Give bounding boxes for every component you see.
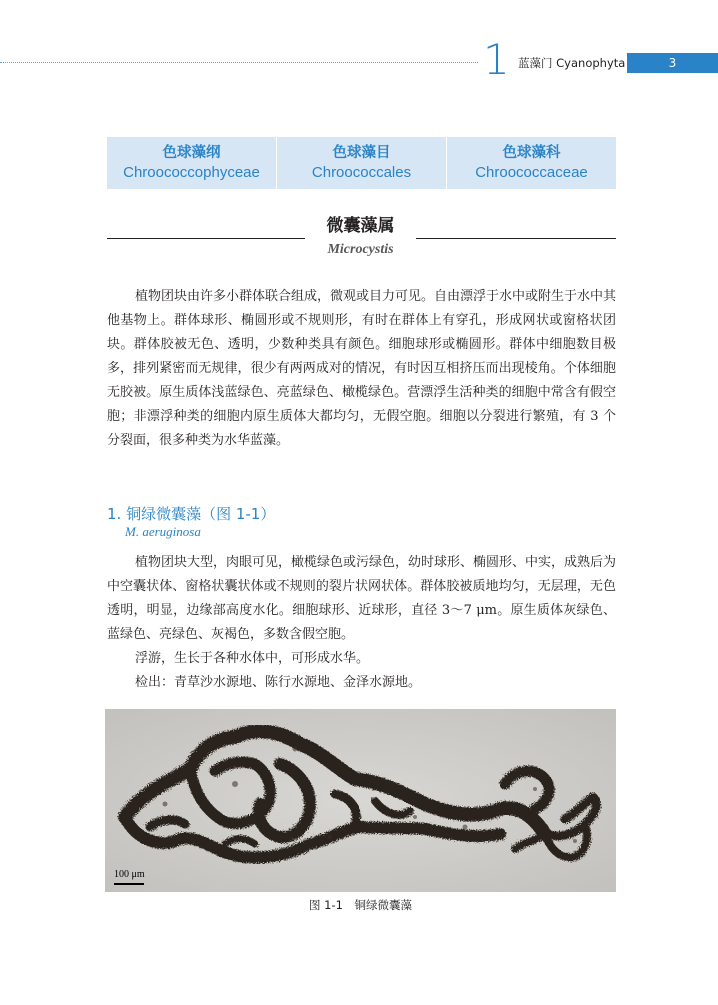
- taxonomy-order-cn: 色球藻目: [332, 145, 391, 161]
- figure-caption: 图 1-1 铜绿微囊藻: [309, 898, 412, 912]
- genus-rule-right: [416, 238, 616, 239]
- chapter-number: 1: [483, 35, 510, 84]
- species-locations: 检出：青草沙水源地、陈行水源地、金泽水源地。: [135, 675, 422, 690]
- colony-micrograph: [105, 709, 616, 892]
- genus-title: 微囊藻属: [326, 216, 395, 236]
- scale-bar-label: 100 μm: [114, 869, 145, 880]
- chapter-title: 蓝藻门 Cyanophyta: [518, 56, 626, 70]
- taxonomy-class-en: Chroococcophyceae: [123, 164, 260, 181]
- micrograph-figure: [105, 709, 616, 892]
- scale-bar: [114, 883, 144, 885]
- species-heading: 1. 铜绿微囊藻（图 1-1）: [107, 505, 276, 523]
- taxonomy-class-cn: 色球藻纲: [162, 145, 221, 161]
- taxonomy-order: [277, 137, 447, 189]
- taxonomy-class: [107, 137, 277, 189]
- taxonomy-table: [107, 137, 616, 189]
- header-dotted-rule: [0, 62, 478, 63]
- taxonomy-family-cn: 色球藻科: [502, 145, 561, 161]
- taxonomy-family: [447, 137, 616, 189]
- species-habitat: 浮游，生长于各种水体中，可形成水华。: [135, 651, 370, 666]
- taxonomy-family-en: Chroococcaceae: [475, 164, 588, 181]
- genus-description: 植物团块由许多小群体联合组成，微观或目力可见。自由漂浮于水中或附生于水中其他基物上。群体球形、椭圆形或不规则形，有时在群体上有穿孔，形成网状或窗格状团块。群体胶被无色、透明，少数种类具有颜色。细胞球形或椭圆形。群体中细胞数目极多，排列紧密而无规律，很少有两两成对的情况，有时因互相挤压而出现棱角。个体细胞无胶被。原生质体浅蓝绿色、亮蓝绿色、橄榄绿色。营漂浮生活种类的细胞中常含有假空胞；非漂浮种类的细胞内原生质体大都均匀，无假空胞。细胞以分裂进行繁殖，有 3 个分裂面，很多种类为水华蓝藻。: [107, 289, 617, 448]
- page-number: 3: [627, 53, 718, 73]
- taxonomy-order-en: Chroococcales: [311, 164, 412, 181]
- genus-latin-name: Microcystis: [327, 242, 394, 257]
- species-latin-name: M. aeruginosa: [125, 524, 201, 539]
- species-description: 植物团块大型，肉眼可见，橄榄绿色或污绿色，幼时球形、椭圆形、中实，成熟后为中空囊状体、窗格状囊状体或不规则的裂片状网状体。群体胶被质地均匀，无层理，无色透明，明显，边缘部高度水化。细胞球形、近球形，直径 3～7 μm。原生质体灰绿色、蓝绿色、亮绿色、灰褐色，多数含假空胞。: [107, 555, 617, 642]
- genus-rule-left: [107, 238, 305, 239]
